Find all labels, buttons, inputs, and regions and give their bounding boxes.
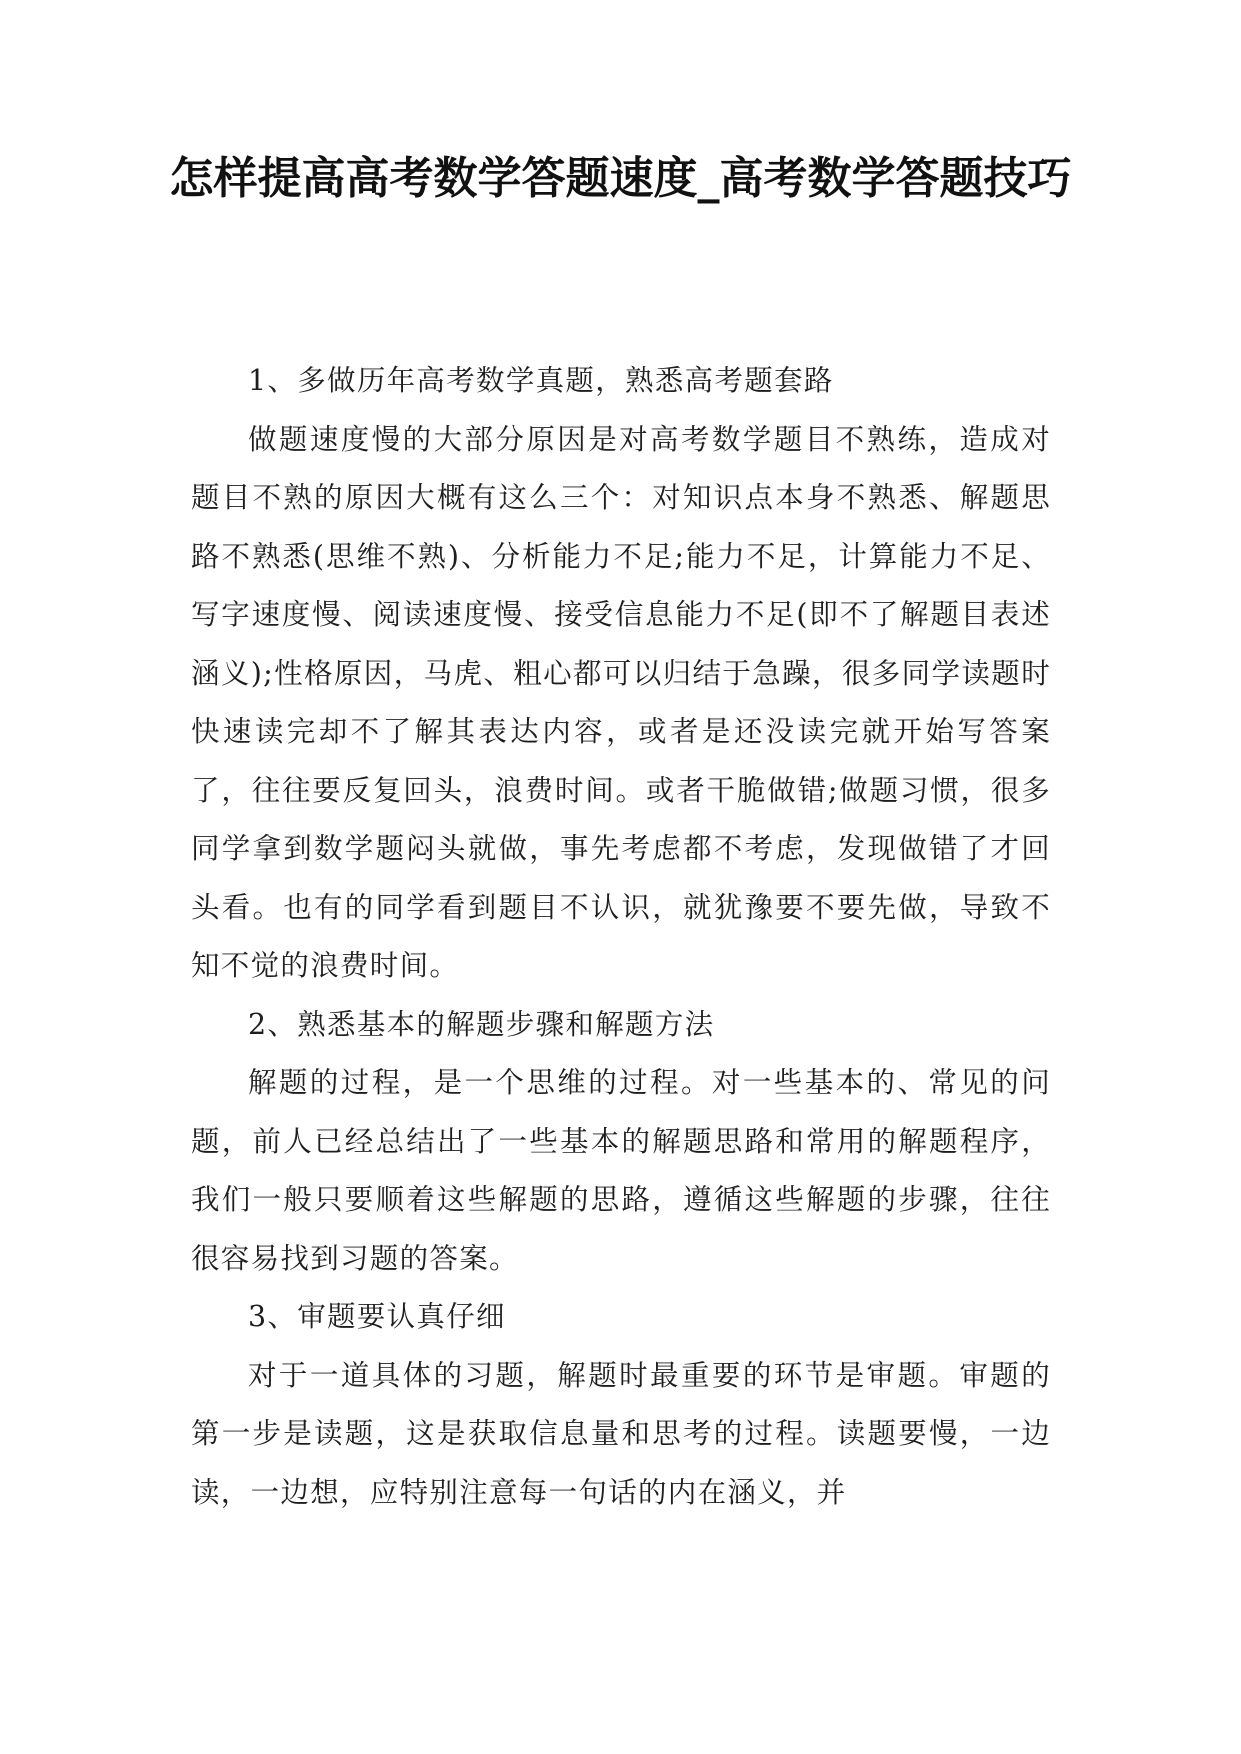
document-title: 怎样提高高考数学答题速度_高考数学答题技巧 bbox=[169, 153, 1072, 204]
section-heading-3: 3、审题要认真仔细 bbox=[248, 1300, 506, 1333]
body-paragraph-2: 解题的过程，是一个思维的过程。对一些基本的、常见的问题，前人已经总结出了一些基本的解题思路和常用的解题程序，我们一般只要顺着这些解题的思路，遵循这些解题的步骤，往往很容易找到习题的答案。 bbox=[191, 1066, 1051, 1275]
body-paragraph-3: 对于一道具体的习题，解题时最重要的环节是审题。审题的第一步是读题，这是获取信息量和思考的过程。读题要慢，一边读，一边想，应特别注意每一句话的内在涵义，并 bbox=[191, 1358, 1051, 1509]
section-heading-1: 1、多做历年高考数学真题，熟悉高考题套路 bbox=[248, 364, 834, 397]
body-paragraph-1: 做题速度慢的大部分原因是对高考数学题目不熟练，造成对题目不熟的原因大概有这么三个：对知识点本身不熟悉、解题思路不熟悉(思维不熟)、分析能力不足;能力不足，计算能力不足、写字速度慢、阅读速度慢、接受信息能力不足(即不了解题目表述涵义);性格原因，马虎、粗心都可以归结于急躁，很多同学读题时快速读完却不了解其表达内容，或者是还没读完就开始写答案了，往往要反复回头，浪费时间。或者干脆做错;做题习惯，很多同学拿到数学题闷头就做，事先考虑都不考虑，发现做错了才回头看。也有的同学看到题目不认识，就犹豫要不要先做，导致不知不觉的浪费时间。 bbox=[191, 422, 1051, 982]
section-heading-2: 2、熟悉基本的解题步骤和解题方法 bbox=[248, 1007, 715, 1041]
document-body bbox=[191, 352, 1051, 1522]
